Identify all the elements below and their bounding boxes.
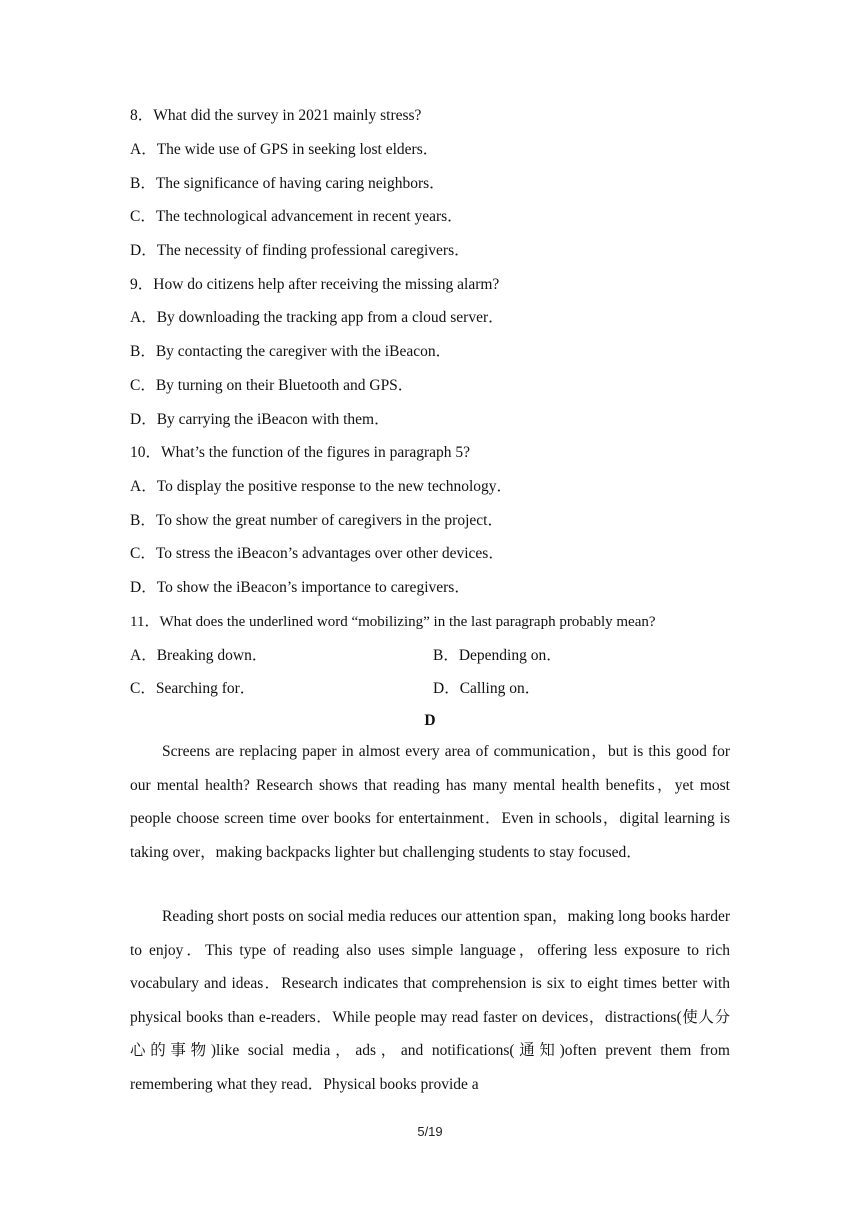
- question-10-option-b: B．To show the great number of caregivers in the project．: [130, 512, 503, 529]
- question-10-option-d: D．To show the iBeacon’s importance to caregivers．: [130, 579, 470, 596]
- question-10-option-a: A．To display the positive response to the new technology．: [130, 478, 513, 495]
- question-9-stem: 9．How do citizens help after receiving the missing alarm?: [130, 276, 500, 293]
- question-8-option-d: D．The necessity of finding professional caregivers．: [130, 242, 470, 259]
- page-number: 5/19: [417, 1124, 443, 1139]
- question-8-stem: 8．What did the survey in 2021 mainly stress?: [130, 107, 422, 124]
- question-11-option-d: D．Calling on．: [433, 680, 541, 697]
- question-8-option-b: B．The significance of having caring neighbors．: [130, 175, 445, 192]
- question-8-option-a: A．The wide use of GPS in seeking lost elders．: [130, 141, 439, 158]
- question-11-option-c: C．Searching for．: [130, 680, 256, 697]
- question-11-stem: 11．What does the underlined word “mobilizing” in the last paragraph probably mean?: [130, 614, 656, 630]
- question-10-option-c: C．To stress the iBeacon’s advantages over other devices．: [130, 545, 504, 562]
- question-9-option-d: D．By carrying the iBeacon with them．: [130, 411, 390, 428]
- question-10-stem: 10．What’s the function of the figures in paragraph 5?: [130, 444, 471, 461]
- question-9-option-b: B．By contacting the caregiver with the iBeacon．: [130, 343, 452, 360]
- question-11-option-a: A．Breaking down．: [130, 647, 268, 664]
- question-9-option-a: A．By downloading the tracking app from a cloud server．: [130, 309, 504, 326]
- section-heading: D: [424, 712, 436, 729]
- passage-paragraph-2: Reading short posts on social media reduces our attention span，making long books harder to enjoy．This type of reading also uses simple language，offering less exposure to rich vocabulary and ideas．Research indicates that comprehension is six to eight times better with physical books than e-readers．While people may read faster on devices，distractions(使人分心的事物)like social media，ads，and notifications(通知)often prevent them from remembering what they read．Physical books provide a: [130, 908, 730, 1093]
- passage-paragraph-1: Screens are replacing paper in almost every area of communication，but is this good for our mental health? Research shows that reading has many mental health benefits，yet most people choose screen time over books for entertainment．Even in schools，digital learning is taking over，making backpacks lighter but challenging students to stay focused．: [130, 743, 730, 861]
- question-9-option-c: C．By turning on their Bluetooth and GPS．: [130, 377, 414, 394]
- question-11-option-b: B．Depending on．: [433, 647, 562, 664]
- question-8-option-c: C．The technological advancement in recent years．: [130, 208, 463, 225]
